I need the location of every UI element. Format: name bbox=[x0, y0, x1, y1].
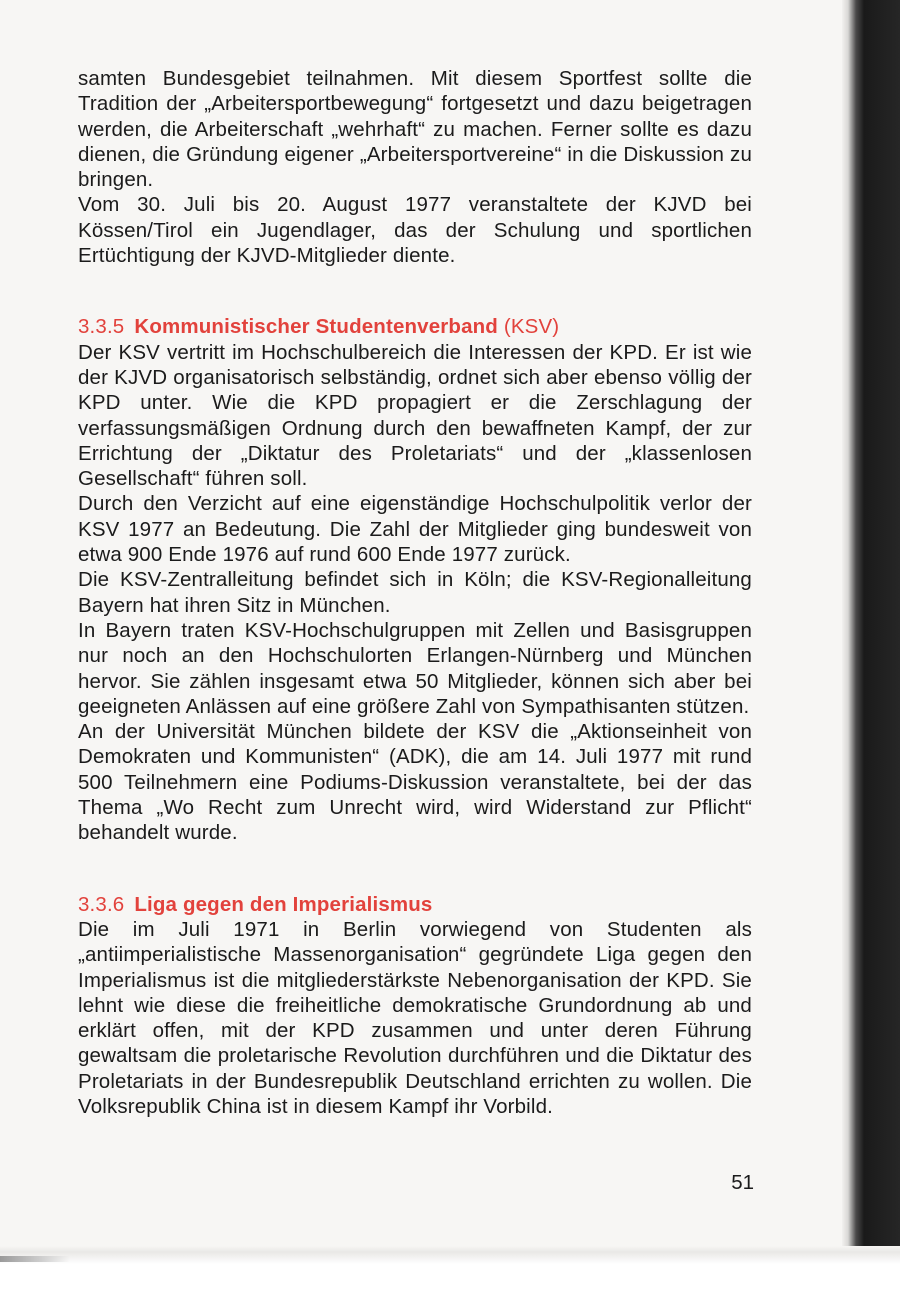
section-number: 3.3.6 bbox=[78, 892, 125, 916]
section-abbreviation: (KSV) bbox=[503, 315, 560, 339]
page-body bbox=[78, 66, 752, 1119]
paragraph: Die KSV-Zentralleitung befindet sich in Köln; die KSV-Regionalleitung Bayern hat ihren Sitz in München. bbox=[78, 568, 752, 617]
paragraph: samten Bundesgebiet teilnahmen. Mit diesem Sportfest sollte die Tradition der „Arbeitersportbewegung“ fortgesetzt und dazu beigetragen werden, die Arbeiterschaft „wehrhaft“ zu machen. Ferner sollte es dazu dienen, die Gründung eigener „Arbeitersportvereine“ in die Diskussion zu bringen. bbox=[78, 67, 752, 192]
spacer bbox=[78, 268, 752, 314]
binding-shadow bbox=[842, 0, 900, 1290]
section-number: 3.3.5 bbox=[78, 315, 125, 339]
section-title: Liga gegen den Imperialismus bbox=[134, 892, 433, 916]
bottom-margin bbox=[0, 1246, 900, 1290]
paragraph: An der Universität München bildete der KSV die „Aktionseinheit von Demokraten und Kommunisten“ (ADK), die am 14. Juli 1977 mit rund 500 Teilnehmern eine Podiums-Diskussion veranstaltete, bei der das Thema „Wo Recht zum Unrecht wird, wird Widerstand zur Pflicht“ behandelt wurde. bbox=[78, 720, 752, 845]
section-heading-3-3-5 bbox=[78, 314, 752, 339]
section-title: Kommunistischer Studentenverband bbox=[134, 315, 498, 339]
spacer bbox=[78, 846, 752, 892]
paragraph: Vom 30. Juli bis 20. August 1977 veranstaltete der KJVD bei Kössen/Tirol ein Jugendlager, das der Schulung und sportlichen Ertüchtigung der KJVD-Mitglieder diente. bbox=[78, 193, 752, 268]
paragraph: In Bayern traten KSV-Hochschulgruppen mit Zellen und Basisgruppen nur noch an den Hochschulorten Erlangen-Nürnberg und München hervor. Sie zählen insgesamt etwa 50 Mitglieder, können sich aber bei geeigneten Anlässen auf eine größere Zahl von Sympathisanten stützen. bbox=[78, 618, 752, 718]
scan-artifact bbox=[0, 1256, 70, 1262]
paragraph: Die im Juli 1971 in Berlin vorwiegend von Studenten als „antiimperialistische Massenorganisation“ gegründete Liga gegen den Imperialismus ist die mitgliederstärkste Nebenorganisation der KPD. Sie lehnt wie diese die freiheitliche demokratische Grundordnung ab und erklärt offen, mit der KPD zusammen und unter deren Führung gewaltsam die proletarische Revolution durchführen und die Diktatur des Proletariats in der Bundesrepublik Deutschland errichten zu wollen. Die Volksrepublik China ist in diesem Kampf ihr Vorbild. bbox=[78, 917, 752, 1118]
paragraph: Der KSV vertritt im Hochschulbereich die Interessen der KPD. Er ist wie der KJVD organisatorisch selbständig, ordnet sich aber ebenso völlig der KPD unter. Wie die KPD propagiert er die Zerschlagung der verfassungsmäßigen Ordnung durch den bewaffneten Kampf, der zur Errichtung der „Diktatur des Proletariats“ und der „klassenlosen Gesellschaft“ führen soll. bbox=[78, 340, 752, 491]
paragraph: Durch den Verzicht auf eine eigenständige Hochschulpolitik verlor der KSV 1977 an Bedeutung. Die Zahl der Mitglieder ging bundesweit von etwa 900 Ende 1976 auf rund 600 Ende 1977 zurück. bbox=[78, 492, 752, 567]
section-heading-3-3-6 bbox=[78, 892, 752, 917]
page-number: 51 bbox=[731, 1171, 754, 1194]
